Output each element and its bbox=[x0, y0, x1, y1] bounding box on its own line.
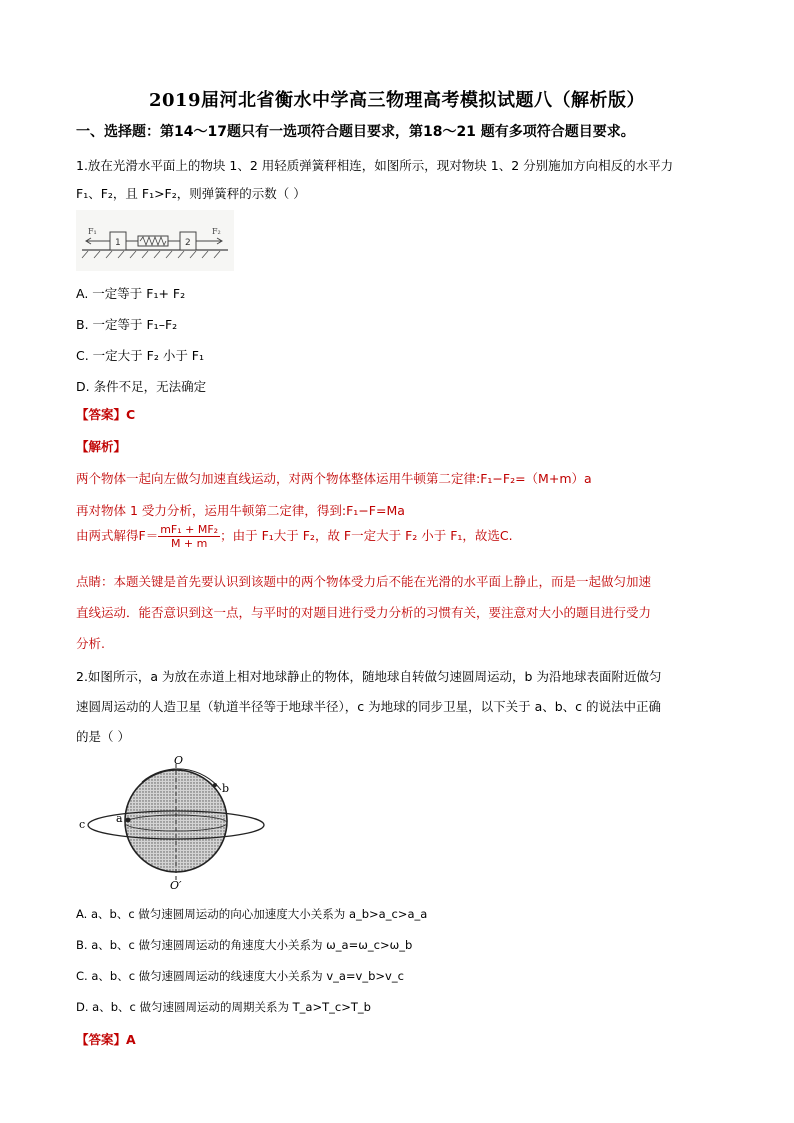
label-o: O bbox=[174, 754, 184, 767]
q2-option-c: C. a、b、c 做匀速圆周运动的线速度大小关系为 v_a=v_b>v_c bbox=[76, 969, 404, 983]
page-title: 2019届河北省衡水中学高三物理高考模拟试题八（解析版） bbox=[148, 90, 646, 111]
q1-option-c: C. 一定大于 F₂ 小于 F₁ bbox=[76, 348, 204, 363]
label-block1: 1 bbox=[115, 238, 121, 248]
spring-diagram bbox=[76, 210, 234, 271]
q1-stem-line1: 1.放在光滑水平面上的物块 1、2 用轻质弹簧秤相连，如图所示，现对物块 1、2 分别施加方向相反的水平力 bbox=[76, 158, 674, 173]
point-a bbox=[126, 818, 131, 823]
q1-comment-line1: 点睛：本题关键是首先要认识到该题中的两个物体受力后不能在光滑的水平面上静止，而是一起做匀加速 bbox=[76, 574, 652, 589]
q1-answer: 【答案】C bbox=[76, 407, 136, 422]
point-b bbox=[213, 783, 217, 787]
q2-option-d: D. a、b、c 做匀速圆周运动的周期关系为 T_a>T_c>T_b bbox=[76, 1000, 371, 1014]
label-o-prime: O′ bbox=[170, 879, 182, 890]
q2-stem-line3: 的是（ ） bbox=[76, 729, 130, 744]
q1-fraction-denominator: M + m bbox=[170, 537, 208, 550]
q2-stem-line1: 2.如图所示，a 为放在赤道上相对地球静止的物体，随地球自转做匀速圆周运动，b 为沿地球表面附近做匀 bbox=[76, 669, 662, 684]
q1-solution-line bbox=[76, 523, 513, 550]
q1-analysis-line2: 再对物体 1 受力分析，运用牛顿第二定律，得到:F₁−F=Ma bbox=[76, 503, 405, 518]
label-f1: F₁ bbox=[88, 227, 97, 236]
q1-analysis-line1: 两个物体一起向左做匀加速直线运动，对两个物体整体运用牛顿第二定律:F₁−F₂=（M+m）a bbox=[76, 471, 592, 486]
q1-fraction bbox=[158, 523, 220, 550]
section-heading: 一、选择题：第14～17题只有一选项符合题目要求，第18～21 题有多项符合题目要求。 bbox=[76, 124, 635, 140]
q1-fraction-numerator: mF₁ + MF₂ bbox=[160, 523, 219, 536]
q1-option-a: A. 一定等于 F₁+ F₂ bbox=[76, 286, 186, 301]
q1-stem-line2: F₁、F₂，且 F₁>F₂，则弹簧秤的示数（ ） bbox=[76, 186, 306, 201]
label-a: a bbox=[116, 812, 123, 825]
q1-option-d: D. 条件不足，无法确定 bbox=[76, 379, 207, 394]
q1-solve-suffix: ；由于 F₁大于 F₂，故 F一定大于 F₂ 小于 F₁，故选C. bbox=[220, 528, 513, 543]
label-f2: F₂ bbox=[212, 227, 221, 236]
q1-comment-line2: 直线运动．能否意识到这一点，与平时的对题目进行受力分析的习惯有关，要注意对大小的题目进行受力 bbox=[76, 605, 652, 620]
q2-option-b: B. a、b、c 做匀速圆周运动的角速度大小关系为 ω_a=ω_c>ω_b bbox=[76, 938, 413, 952]
q2-figure bbox=[76, 752, 270, 890]
earth-orbit-diagram bbox=[76, 752, 270, 890]
label-block2: 2 bbox=[185, 238, 191, 248]
q1-analysis-label: 【解析】 bbox=[76, 439, 127, 454]
q1-figure bbox=[76, 210, 234, 271]
q1-comment-line3: 分析. bbox=[76, 636, 105, 651]
q2-answer: 【答案】A bbox=[76, 1032, 136, 1047]
q2-stem-line2: 速圆周运动的人造卫星（轨道半径等于地球半径），c 为地球的同步卫星，以下关于 a、b、c 的说法中正确 bbox=[76, 699, 662, 714]
label-c: c bbox=[79, 818, 86, 831]
q1-option-b: B. 一定等于 F₁–F₂ bbox=[76, 317, 178, 332]
q2-option-a: A. a、b、c 做匀速圆周运动的向心加速度大小关系为 a_b>a_c>a_a bbox=[76, 907, 428, 921]
q1-solve-prefix: 由两式解得F＝ bbox=[76, 528, 159, 543]
label-b: b bbox=[222, 782, 230, 795]
